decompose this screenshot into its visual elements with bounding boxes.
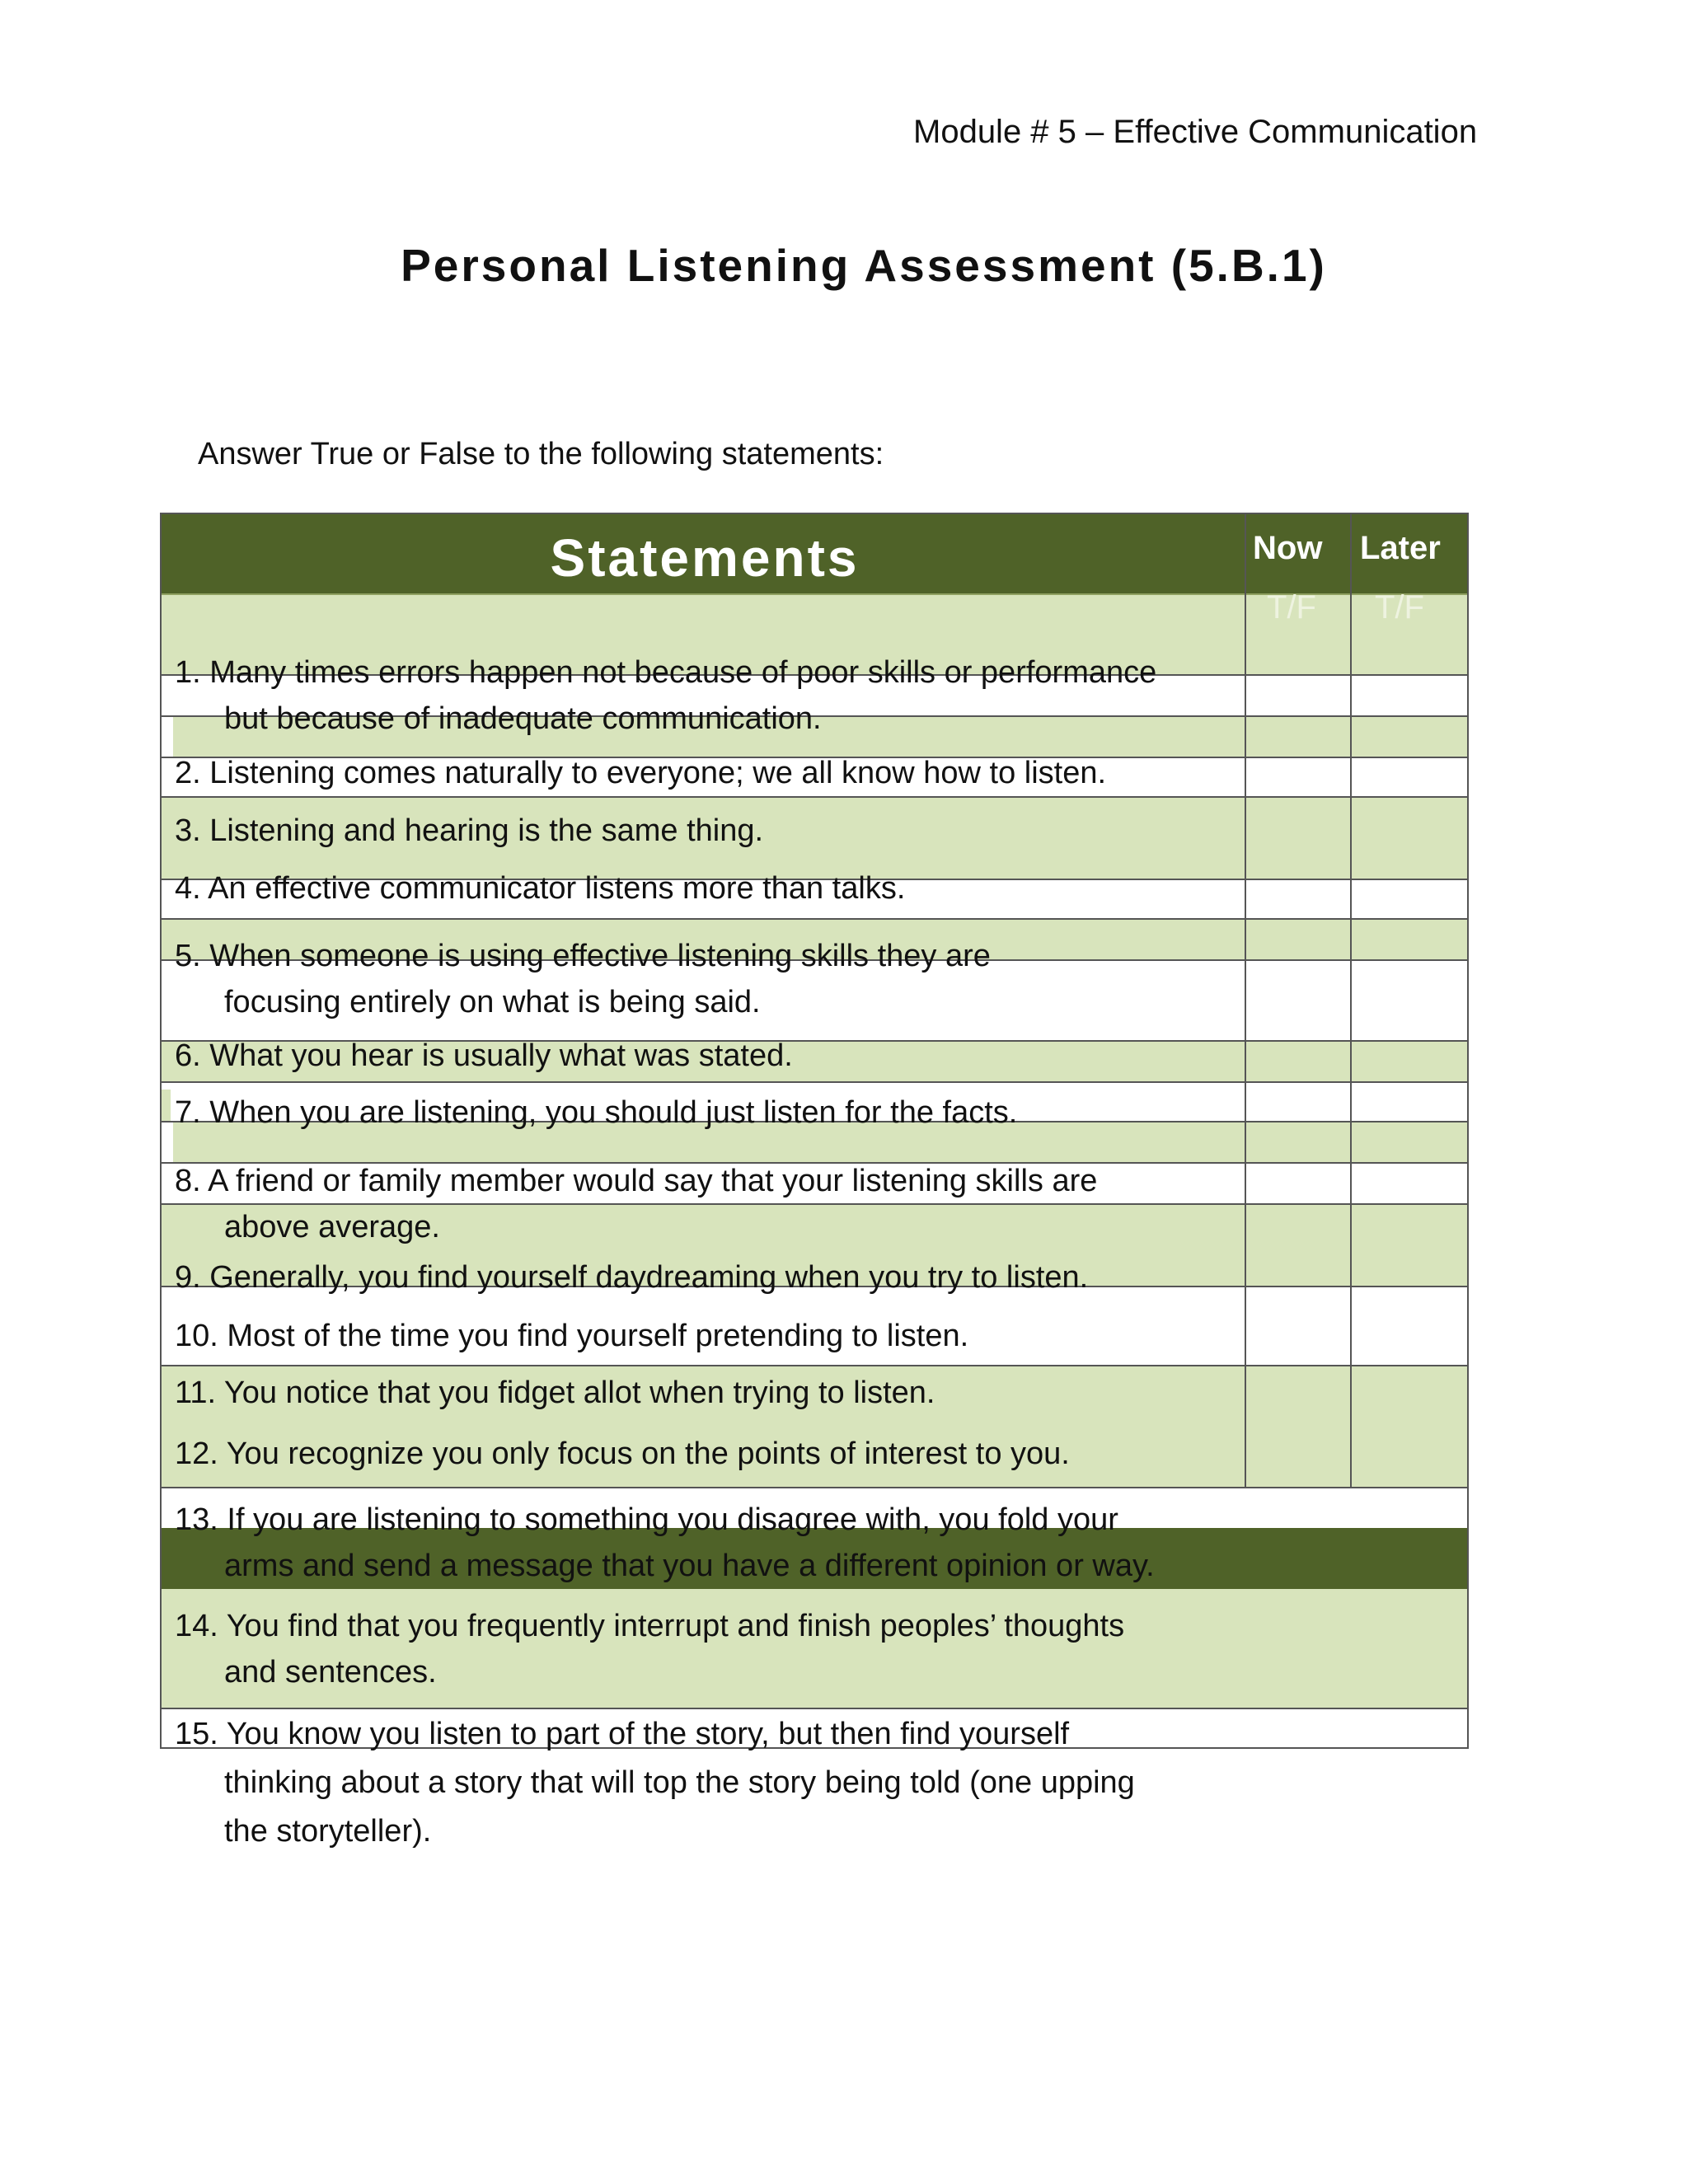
statement-item	[175, 1090, 1017, 1136]
statement-text: 10. Most of the time you find yourself pretending to listen.	[175, 1319, 969, 1353]
column-header-statements: Statements	[550, 528, 860, 588]
statement-item	[175, 1603, 1124, 1695]
table-rule	[1245, 513, 1246, 1488]
table-rule	[161, 1081, 1468, 1083]
statement-text: 2. Listening comes naturally to everyone; we all know how to listen.	[175, 756, 1107, 790]
table-rule	[1350, 513, 1352, 1488]
statement-text: 14. You find that you frequently interrupt and finish peoples’ thoughts	[175, 1609, 1125, 1643]
statement-item	[175, 1254, 1088, 1301]
statement-text: 9. Generally, you find yourself daydreaming when you try to listen.	[175, 1260, 1089, 1295]
column-header-now: Now	[1253, 530, 1323, 566]
instructions: Answer True or False to the following statements:	[198, 437, 884, 471]
table-rule	[1467, 513, 1469, 1749]
statement-item	[175, 1313, 968, 1359]
statement-text: but because of inadequate communication.	[224, 701, 822, 736]
module-label: Module # 5 – Effective Communication	[913, 114, 1478, 150]
statement-item	[175, 649, 1156, 742]
table-rule	[160, 513, 162, 1749]
statement-text: focusing entirely on what is being said.	[224, 985, 761, 1019]
statement-text: 15. You know you listen to part of the story, but then find yourself	[175, 1717, 1070, 1751]
table-rule	[161, 796, 1468, 798]
page-title: Personal Listening Assessment (5.B.1)	[401, 240, 1327, 291]
table-rule	[161, 513, 1468, 514]
column-subheader-tf-later: T/F	[1375, 589, 1424, 626]
column-subheader-tf-now: T/F	[1267, 589, 1316, 626]
statement-text: 11. You notice that you fidget allot when trying to listen.	[175, 1376, 935, 1410]
statement-item	[175, 1431, 1070, 1477]
statement-text: 4. An effective communicator listens more than talks.	[175, 871, 906, 906]
statement-text: 8. A friend or family member would say that your listening skills are	[175, 1164, 1098, 1198]
statement-item	[175, 1033, 793, 1079]
table-rule	[161, 1708, 1468, 1709]
statement-item	[175, 1710, 1135, 1856]
statement-text: 12. You recognize you only focus on the points of interest to you.	[175, 1436, 1070, 1471]
statement-text: above average.	[224, 1210, 440, 1244]
statement-item	[175, 933, 991, 1025]
statement-text: the storyteller).	[224, 1814, 432, 1849]
table-rule	[161, 918, 1468, 920]
statement-item	[175, 750, 1106, 796]
row-shade	[161, 1090, 171, 1122]
statement-text: 5. When someone is using effective listening skills they are	[175, 939, 991, 973]
statement-text: 13. If you are listening to something you disagree with, you fold your	[175, 1502, 1118, 1537]
statement-text: 1. Many times errors happen not because of poor skills or performance	[175, 655, 1157, 690]
statement-item	[175, 1497, 1155, 1589]
statement-text: and sentences.	[224, 1655, 437, 1690]
column-header-later: Later	[1360, 530, 1441, 566]
statement-text: 7. When you are listening, you should just listen for the facts.	[175, 1095, 1018, 1130]
table-rule	[161, 1487, 1468, 1488]
statement-item	[175, 1158, 1097, 1250]
statement-text: 3. Listening and hearing is the same thing.	[175, 813, 764, 848]
statement-item	[175, 808, 763, 854]
statement-text: 6. What you hear is usually what was stated.	[175, 1038, 793, 1073]
statement-item	[175, 865, 905, 912]
statement-text: thinking about a story that will top the story being told (one upping	[224, 1765, 1135, 1800]
table-rule	[161, 1365, 1468, 1366]
statement-text: arms and send a message that you have a different opinion or way.	[224, 1549, 1155, 1583]
statement-item	[175, 1370, 935, 1416]
